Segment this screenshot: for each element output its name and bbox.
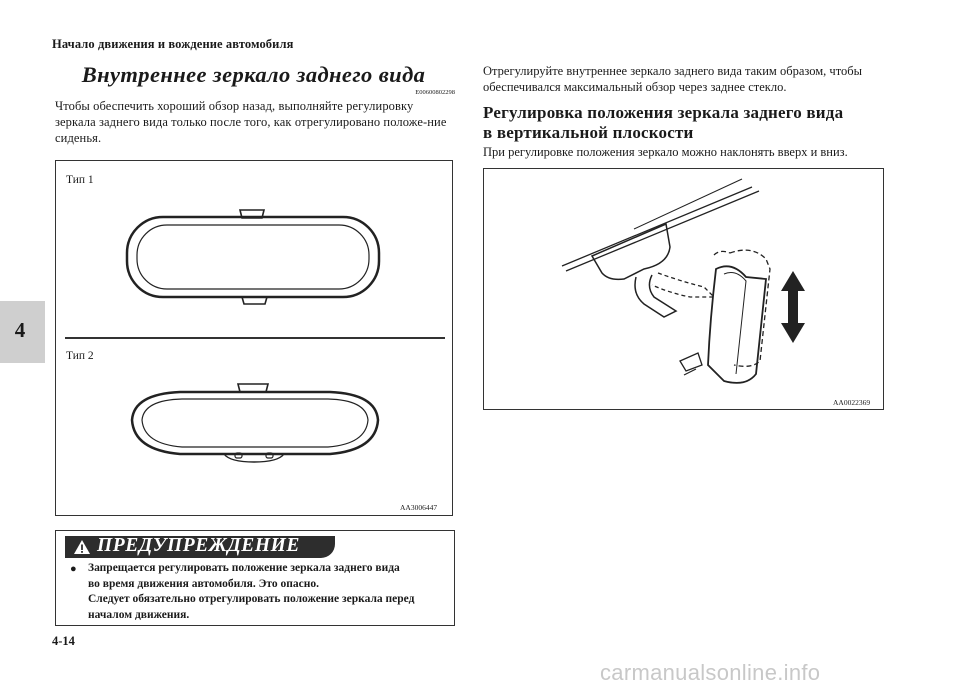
vertical-adjust-paragraph: При регулировке положения зеркало можно наклонять вверх и вниз. [483, 145, 848, 159]
page-number: 4-14 [52, 634, 75, 648]
running-header: Начало движения и вождение автомобиля [52, 37, 294, 51]
warning-text: Запрещается регулировать положение зеркала заднего вида во время движения автомобиля. Это опасно. Следует обязательно отрегулировать положение зеркала перед началом движения. [88, 562, 415, 621]
figure2-code: AA0022369 [833, 398, 871, 407]
bullet-icon: ● [70, 563, 77, 575]
mirror-tilt-drawing [484, 169, 883, 409]
warning-triangle-icon [73, 539, 91, 555]
watermark: carmanualsonline.info [600, 660, 821, 685]
adjust-intro-paragraph: Отрегулируйте внутреннее зеркало заднего вида таким образом, чтобы обеспечивался максимальный обзор через заднее стекло. [483, 64, 862, 94]
chapter-tab-number: 4 [14, 318, 26, 342]
section-title-vertical-adjust: Регулировка положения зеркала заднего вида в вертикальной плоскости [483, 103, 844, 142]
figure1-code: AA3006447 [400, 503, 438, 512]
section-code: E00600802298 [415, 89, 455, 96]
figure-divider [65, 337, 445, 339]
type2-label: Тип 2 [66, 350, 94, 362]
type1-label: Тип 1 [66, 174, 94, 186]
mirror-type2-drawing [120, 378, 390, 468]
section-title-rearview-mirror: Внутреннее зеркало заднего вида [81, 62, 426, 87]
warning-title: ПРЕДУПРЕЖДЕНИЕ [97, 535, 301, 556]
mirror-type1-drawing [120, 200, 390, 310]
intro-paragraph: Чтобы обеспечить хороший обзор назад, выполняйте регулировку зеркала заднего вида только после того, как отрегулировано положе-ние сиденья. [55, 99, 447, 145]
